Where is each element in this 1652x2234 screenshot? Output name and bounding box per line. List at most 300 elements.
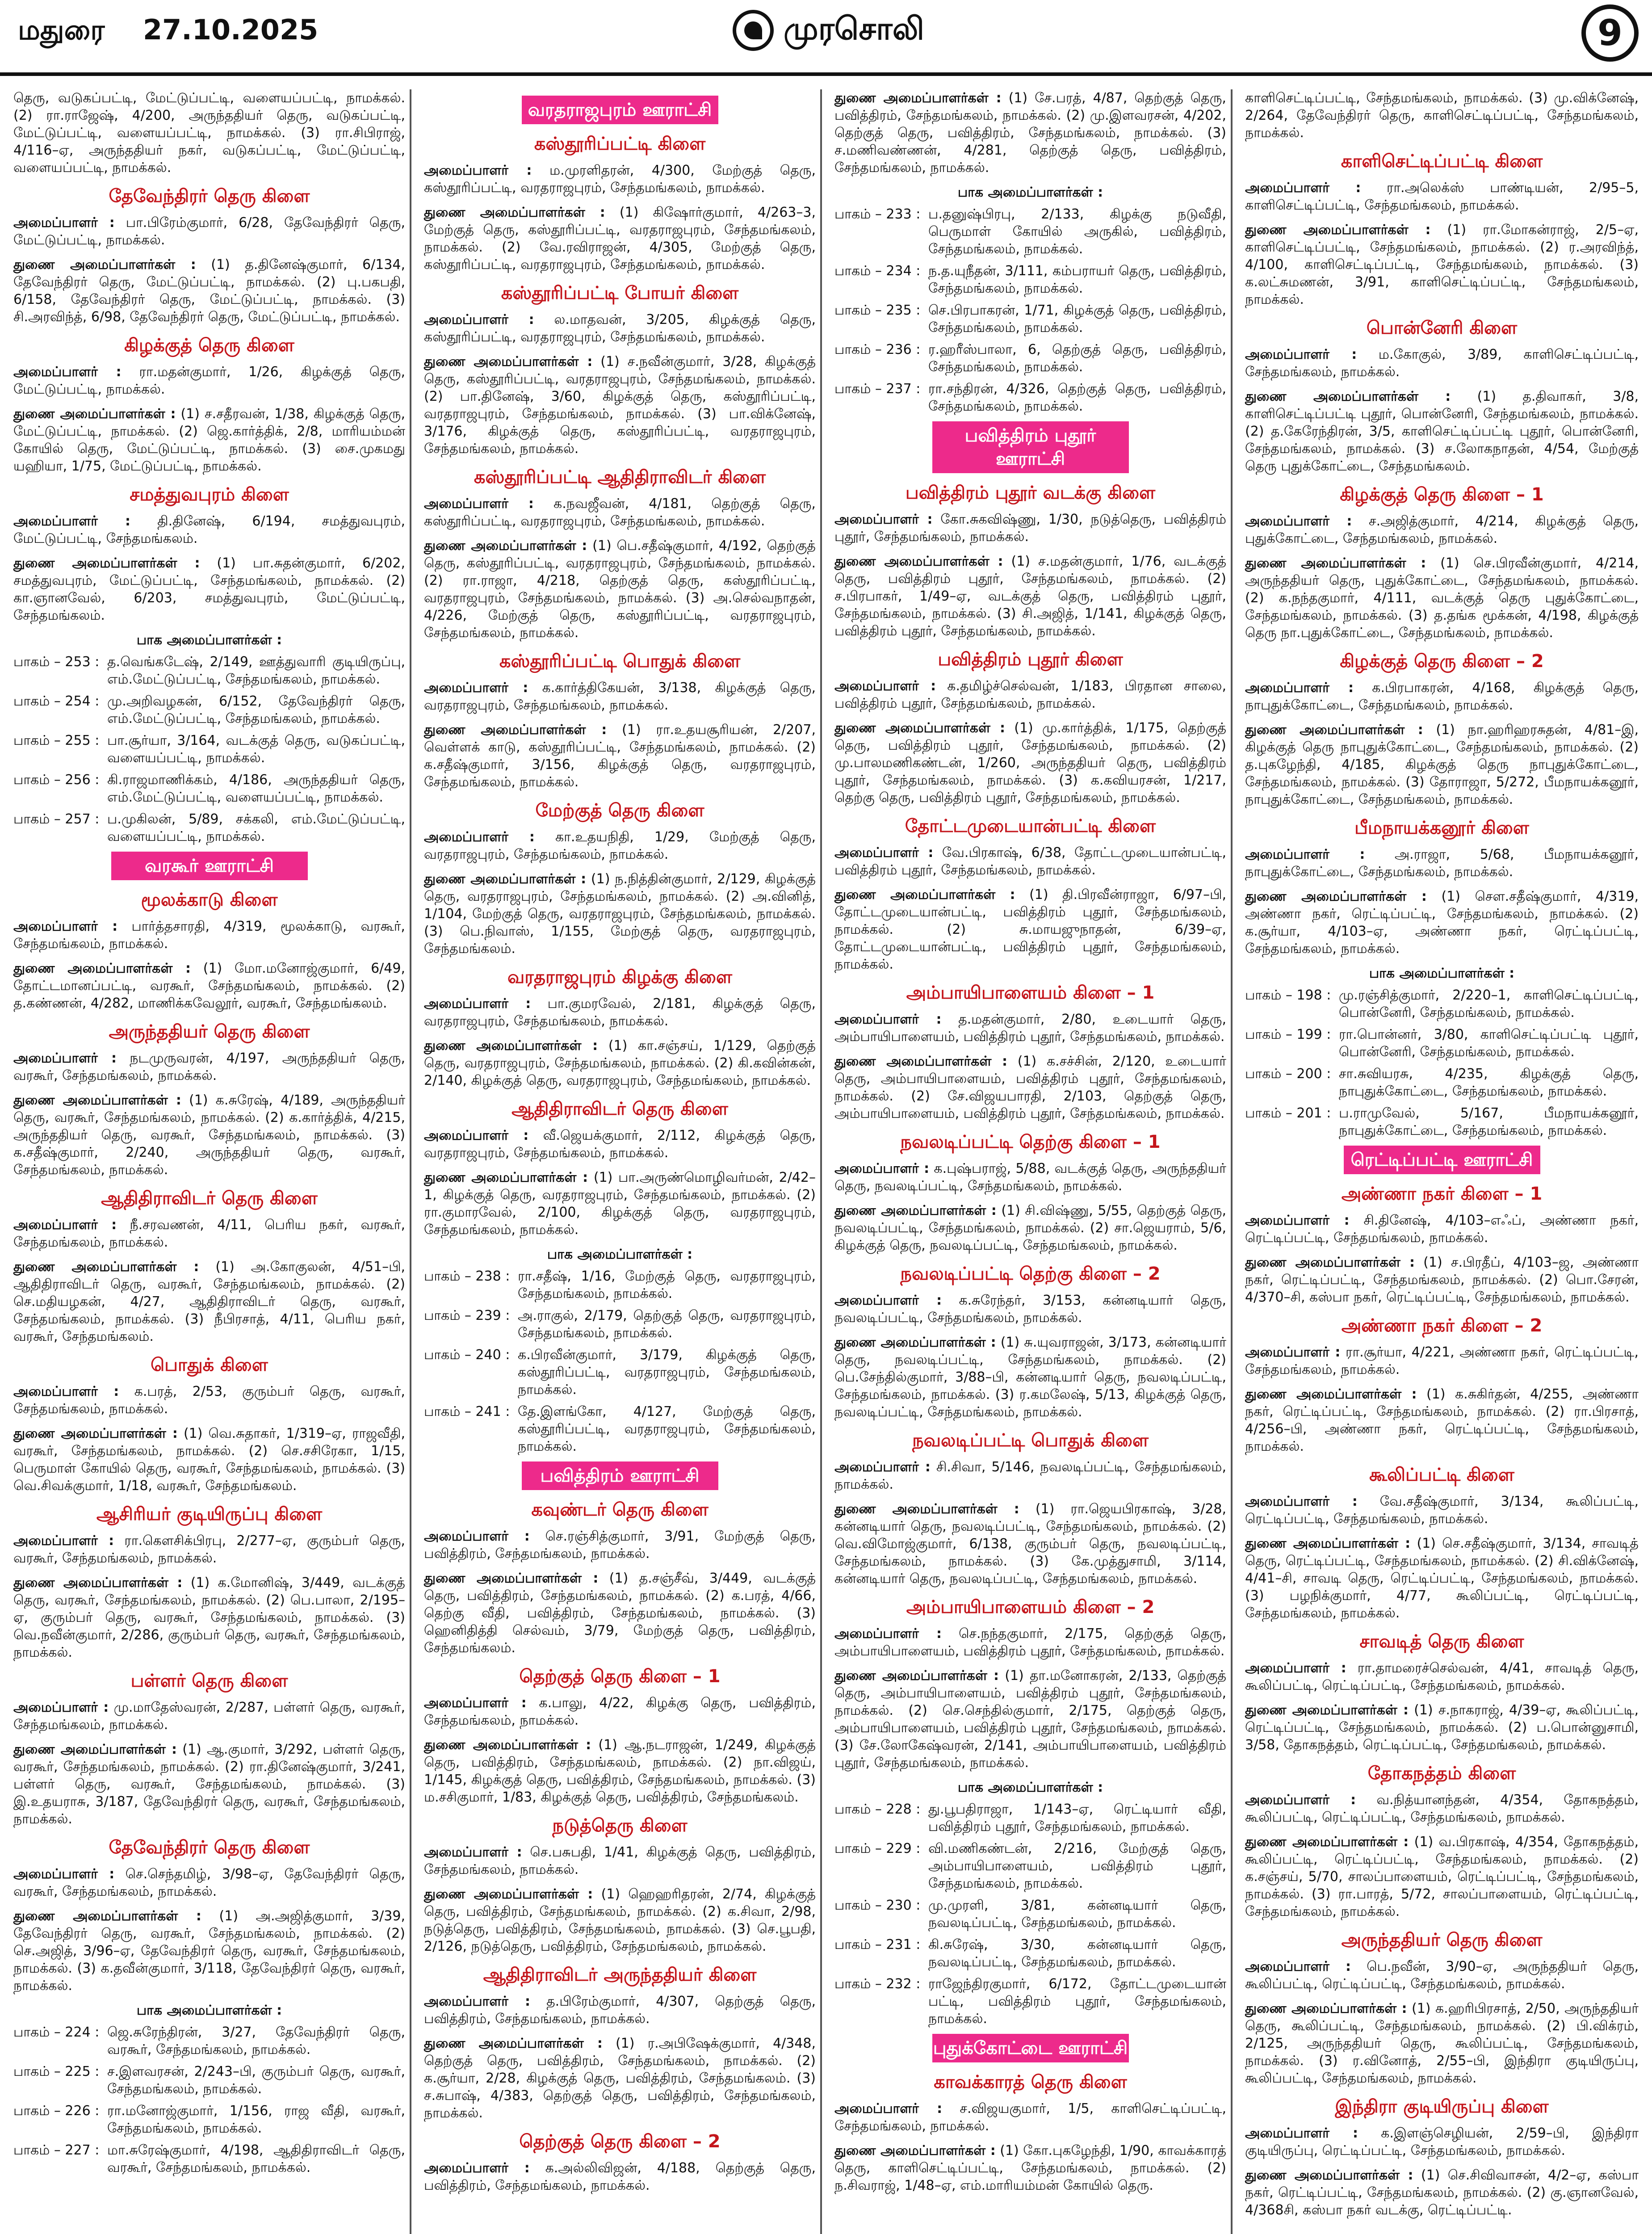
organiser-entry [13,1216,405,1251]
organiser-entry [834,844,1226,879]
booth-heading: பாக அமைப்பாளர்கள் : [547,1247,693,1262]
deputy-entry [1245,388,1639,475]
booth-number: பாகம் – 200 : [1245,1066,1331,1082]
organiser-label: அமைப்பாளர் : [1245,847,1365,862]
deputy-label: துணை அமைப்பாளர்கள் : [834,1054,1008,1069]
booth-row [424,1268,816,1302]
panchayat-band: புதுக்கோட்டை ஊராட்சி [932,2034,1129,2062]
booth-row [834,1936,1226,1971]
organiser-entry [424,679,816,714]
organiser-entry [1245,346,1639,381]
column-3 [830,89,1233,2234]
branch-title: கஸ்தூரிப்பட்டி போயர் கிளை [501,283,739,303]
deputy-entry [834,1500,1226,1587]
deputy-text: (1) கோ.புகழேந்தி, 1/90, காவக்காரத் தெரு, காளிசெட்டிப்பட்டி, சேந்தமங்கலம், நாமக்கல். (2) ந.சிவராஜ், 1/48–ஏ, எம்.மாரியம்மன் கோயில் தெரு. [834,2143,1226,2193]
branch-title: நவலடிப்பட்டி தெற்கு கிளை – 1 [900,1132,1161,1152]
deputy-entry [13,1574,405,1661]
continued-text: தெரு, வடுகப்பட்டி, மேட்டுப்பட்டி, வளையப்பட்டி, நாமக்கல். (2) ரா.ராஜேஷ், 4/200, அருந்ததியர் தெரு, வடுகப்பட்டி, மேட்டுப்பட்டி, வளையப்பட்டி, நாமக்கல். (3) ரா.சிபிராஜ், 4/116–ஏ, அருந்ததியர் நகர், வடுகப்பட்டி, மேட்டுப்பட்டி, வளையப்பட்டி, நாமக்கல். [13,90,405,176]
deputy-entry [424,2035,816,2122]
organiser-text: அ.ராஜா, 5/68, பீமநாயக்கனூர், நாபுதுக்கோட்டை, சேந்தமங்கலம், நாமக்கல். [1245,847,1639,880]
deputy-entry [13,1741,405,1828]
booth-number: பாகம் – 229 : [834,1841,921,1856]
organiser-text: ரா.அலெக்ஸ் பாண்டியன், 2/95–5, காளிசெட்டிப்பட்டி, சேந்தமங்கலம், நாமக்கல். [1245,180,1639,213]
organiser-label: அமைப்பாளர் : [13,1700,109,1715]
organiser-label: அமைப்பாளர் : [424,1844,522,1860]
panchayat-band: வரதராஜபுரம் ஊராட்சி [522,96,718,124]
booth-row [834,1975,1226,2028]
page-header [0,0,1652,76]
booth-row [13,693,405,727]
organiser-entry [424,1694,816,1729]
organiser-label: அமைப்பாளர் : [1245,1959,1351,1974]
booth-number: பாகம் – 226 : [13,2103,100,2119]
masthead-logo [733,10,924,51]
organiser-entry [1245,2125,1639,2159]
booth-row [834,262,1226,297]
deputy-text: (1) ந.நித்தின்குமார், 2/129, கிழக்குத் தெரு, வரதராஜபுரம், சேந்தமங்கலம், நாமக்கல். (2) அ.வினித், 1/104, மேற்குத் தெரு, வரதராஜபுரம், சேந்தமங்கலம், நாமக்கல். (3) பெ.நிவாஸ், 1/155, மேற்குத் தெரு, வரதராஜபுரம், சேந்தமங்கலம். [424,871,816,957]
deputy-text: (1) செ.சதீஷ்குமார், 3/134, சாவடித் தெரு, ரெட்டிப்பட்டி, சேந்தமங்கலம், நாமக்கல். (2) சி.விக்னேஷ், 4/41–சி, சாவடி தெரு, ரெட்டிப்பட்டி, சேந்தமங்கலம், நாமக்கல். (3) பழநிக்குமார், 4/77, கூலிப்பட்டி, ரெட்டிப்பட்டி, சேந்தமங்கலம், நாமக்கல். [1245,1536,1639,1621]
deputy-entry [1245,221,1639,308]
deputy-text: (1) ரா.ஜெயபிரகாஷ், 3/28, கன்னடியார் தெரு, நவலடிப்பட்டி, சேந்தமங்கலம், நாமக்கல். (2) வெ.விமோஜ்குமார், 6/138, குரும்பர் தெரு, நவலடிப்பட்டி, சேந்தமங்கலம், நாமக்கல். (3) கே.முத்துசாமி, 3/114, கன்னடியார் தெரு, நவலடிப்பட்டி, சேந்தமங்கலம், நாமக்கல். [834,1501,1226,1587]
deputy-text: (1) ஆ.குமார், 3/292, பள்ளர் தெரு, வரகூர், சேந்தமங்கலம், நாமக்கல். (2) ரா.தினேஷ்குமார், 3/241, பள்ளர் தெரு, வரகூர், சேந்தமங்கலம், நாமக்கல். (3) இ.உதயராசு, 3/187, தேவேந்திரர் தெரு, வரகூர், சேந்தமங்கலம், நாமக்கல். [13,1742,405,1827]
booth-row [13,2024,405,2058]
deputy-entry [834,89,1226,176]
organiser-text: க.நவஜீவன், 4/181, தெற்குத் தெரு, கஸ்தூரிப்பட்டி, வரதராஜபுரம், சேந்தமங்கலம், நாமக்கல். [424,496,816,529]
booth-heading: பாக அமைப்பாளர்கள் : [957,1780,1103,1795]
branch-title: நவலடிப்பட்டி பொதுக் கிளை [912,1430,1149,1451]
deputy-text: (1) ச.சதீரவன், 1/38, கிழக்குத் தெரு, மேட்டுப்பட்டி, நாமக்கல். (2) ஜெ.கார்த்திக், 2/8, மாரியம்மன் கோயில் தெரு, மேட்டுப்பட்டி, நாமக்கல். (3) சை.முகமது யஹியா, 1/75, மேட்டுப்பட்டி, நாமக்கல். [13,406,405,474]
organiser-entry [424,2159,816,2194]
organiser-text: ரா.சூர்யா, 4/221, அண்ணா நகர், ரெட்டிப்பட்டி, சேந்தமங்கலம், நாமக்கல். [1245,1344,1639,1377]
organiser-text: த.பிரேம்குமார், 4/307, தெற்குத் தெரு, பவித்திரம், சேந்தமங்கலம், நாமக்கல். [424,1994,816,2027]
booth-heading: பாக அமைப்பாளர்கள் : [136,2003,282,2018]
deputy-text: (1) ச.மதன்குமார், 1/76, வடக்குத் தெரு, பவித்திரம் புதூர், சேந்தமங்கலம், நாமக்கல். (2) ச.பிரபாகர், 1/49–ஏ, வடக்குத் தெரு, பவித்திரம் புதூர், சேந்தமங்கலம், நாமக்கல். (3) சி.அஜித், 1/141, கிழக்குத் தெரு, பவித்திரம் புதூர், சேந்தமங்கலம், நாமக்கல். [834,554,1226,639]
organiser-label: அமைப்பாளர் : [424,996,531,1012]
newspaper-name: முரசொலி [784,10,924,47]
organiser-text: க.பிரபாகரன், 4/168, கிழக்குத் தெரு, நாபுதுக்கோட்டை, சேந்தமங்கலம், நாமக்கல். [1245,680,1639,713]
organiser-text: ம.கோகுல், 3/89, காளிசெட்டிப்பட்டி, சேந்தமங்கலம், நாமக்கல். [1245,347,1639,380]
organiser-label: அமைப்பாளர் : [424,1695,527,1711]
organiser-text: சி.தினேஷ், 4/103–எஃப், அண்ணா நகர், ரெட்டிப்பட்டி, சேந்தமங்கலம், நாமக்கல். [1245,1213,1639,1246]
deputy-text: (1) க.சச்சின், 2/120, உடையார் தெரு, அம்பாயிபாளையம், பவித்திரம் புதூர், சேந்தமங்கலம், நாமக்கல். (2) சே.விஜயபாரதி, 2/103, தெற்குத் தெரு, அம்பாயிபாளையம், பவித்திரம் புதூர், சேந்தமங்கலம், நாமக்கல். [834,1054,1226,1121]
booth-row [834,302,1226,336]
organiser-text: வீ.ஜெயக்குமார், 2/112, கிழக்குத் தெரு, வரதராஜபுரம், சேந்தமங்கலம், நாமக்கல். [424,1128,816,1161]
deputy-entry [834,1053,1226,1122]
booth-row [834,1840,1226,1892]
deputy-text: (1) ச.பிரதீப், 4/103–ஜ, அண்ணா நகர், ரெட்டிப்பட்டி, சேந்தமங்கலம், நாமக்கல். (2) பொ.சேரன், 4/370–சி, கஸ்பா நகர், ரெட்டிப்பட்டி, சேந்தமங்கலம், நாமக்கல். [1245,1255,1639,1305]
deputy-text: (1) சே.பரத், 4/87, தெற்குத் தெரு, பவித்திரம், சேந்தமங்கலம், நாமக்கல். (2) மு.இளவரசன், 4/202, தெற்குத் தெரு, பவித்திரம், சேந்தமங்கலம், நாமக்கல். (3) ச.மணிவண்ணன், 4/281, தெற்குத் தெரு, பவித்திரம், சேந்தமங்கலம், நாமக்கல். [834,90,1226,176]
organiser-text: ல.மாதவன், 3/205, கிழக்குத் தெரு, கஸ்தூரிப்பட்டி, வரதராஜபுரம், சேந்தமங்கலம், நாமக்கல். [424,312,816,345]
deputy-label: துணை அமைப்பாளர்கள் : [13,1908,201,1924]
organiser-text: க.கார்த்திகேயன், 3/138, கிழக்குத் தெரு, வரதராஜபுரம், சேந்தமங்கலம், நாமக்கல். [424,680,816,713]
organiser-entry [13,1383,405,1418]
organiser-entry [424,1127,816,1162]
organiser-text: க.இளஞ்செழியன், 2/59–பி, இந்திரா குடியிருப்பு, ரெட்டிப்பட்டி, சேந்தமங்கலம், நாமக்கல். [1245,2125,1639,2158]
organiser-label: அமைப்பாளர் : [834,1293,942,1308]
booth-text: ஜெ.சுரேந்திரன், 3/27, தேவேந்திரர் தெரு, வரகூர், சேந்தமங்கலம், நாமக்கல். [107,2024,405,2058]
deputy-text: (1) த.தினேஷ்குமார், 6/134, தேவேந்திரர் தெரு, மேட்டுப்பட்டி, நாமக்கல். (2) பு.பகபதி, 6/158, தேவேந்திரர் தெரு, மேட்டுப்பட்டி, நாமக்கல். (3) சி.அரவிந்த், 6/98, தேவேந்திரர் தெரு, மேட்டுப்பட்டி, நாமக்கல். [13,257,405,325]
deputy-label: துணை அமைப்பாளர்கள் : [1245,2001,1407,2016]
branch-title: இந்திரா குடியிருப்பு கிளை [1335,2096,1549,2117]
branch-title: அண்ணா நகர் கிளை – 2 [1341,1315,1543,1336]
column-2 [419,89,822,2234]
organiser-label: அமைப்பாளர் : [1245,1344,1341,1360]
deputy-text: (1) ரா.மோகன்ராஜ், 2/5–ஏ, காளிசெட்டிப்பட்டி, சேந்தமங்கலம், நாமக்கல். (2) ர.அரவிந்த், 4/100, காளிசெட்டிப்பட்டி, சேந்தமங்கலம், நாமக்கல். (3) க.லட்சுமணன், 3/91, காளிசெட்டிப்பட்டி, சேந்தமங்கலம், நாமக்கல். [1245,222,1639,307]
branch-title: தெற்குத் தெரு கிளை – 1 [519,1666,721,1687]
deputy-entry [834,886,1226,973]
deputy-entry [13,554,405,624]
deputy-label: துணை அமைப்பாளர்கள் : [13,961,191,976]
organiser-label: அமைப்பாளர் : [834,1626,942,1642]
branch-title: கஸ்தூரிப்பட்டி பொதுக் கிளை [499,651,741,672]
branch-title: நடுத்தெரு கிளை [552,1815,688,1836]
branch-title: கிழக்குத் தெரு கிளை – 1 [1340,484,1544,505]
panchayat-band: ரெட்டிப்பட்டி ஊராட்சி [1344,1146,1540,1174]
organiser-text: பா.குமரவேல், 2/181, கிழக்குத் தெரு, வரதராஜபுரம், சேந்தமங்கலம், நாமக்கல். [424,996,816,1029]
deputy-text: (1) வ.பிரகாஷ், 4/354, தோகநத்தம், கூலிப்பட்டி, ரெட்டிப்பட்டி, சேந்தமங்கலம், நாமக்கல். (2) க.சஞ்சய், 5/70, சாலப்பாளையம், ரெட்டிப்பட்டி, சேந்தமங்கலம், நாமக்கல். (3) ரா.பாரத், 5/72, சாலப்பாளையம், ரெட்டிப்பட்டி, சேந்தமங்கலம், நாமக்கல். [1245,1834,1639,1919]
organiser-text: த.மதன்குமார், 2/80, உடையார் தெரு, அம்பாயிபாளையம், பவித்திரம் புதூர், சேந்தமங்கலம், நாமக்கல். [834,1012,1226,1045]
booth-row [13,2102,405,2137]
deputy-entry [13,1425,405,1495]
deputy-text: (1) தி.பிரவீன்ராஜா, 6/97–பி, தோட்டமுடையான்பட்டி, பவித்திரம் புதூர், சேந்தமங்கலம், நாமக்கல். (2) சு.மாயஜுநாதன், 6/39–ஏ, தோட்டமுடையான்பட்டி, பவித்திரம் புதூர், சேந்தமங்கலம், நாமக்கல். [834,887,1226,972]
booth-text: ந.த.யுநீதன், 3/111, கம்பராயர் தெரு, பவித்திரம், சேந்தமங்கலம், நாமக்கல். [928,263,1226,296]
deputy-entry [13,960,405,1012]
booth-number: பாகம் – 198 : [1245,987,1331,1003]
deputy-text: (1) ர.அபிஷேக்குமார், 4/348, தெற்குத் தெரு, பவித்திரம், சேந்தமங்கலம், நாமக்கல். (2) க.சூர்யா, 2/28, கிழக்குத் தெரு, பவித்திரம், சேந்தமங்கலம். (3) ச.சுபாஷ், 4/383, தெற்குத் தெரு, பவித்திரம், சேந்தமங்கலம், நாமக்கல். [424,2036,816,2121]
organiser-label: அமைப்பாளர் : [1245,1213,1350,1228]
organiser-text: மு.மாதேஸ்வரன், 2/287, பள்ளர் தெரு, வரகூர், சேந்தமங்கலம், நாமக்கல். [13,1700,405,1733]
deputy-text: (1) ரா.உதயசூரியன், 2/207, வெள்ளக் காடு, கஸ்தூரிப்பட்டி, சேந்தமங்கலம், நாமக்கல். (2) க.சதீஷ்குமார், 3/156, கிழக்குத் தெரு, வரதராஜபுரம், சேந்தமங்கலம், நாமக்கல். [424,722,816,790]
deputy-entry [1245,2167,1639,2219]
continued-text: காளிசெட்டிப்பட்டி, சேந்தமங்கலம், நாமக்கல். (3) மு.விக்னேஷ், 2/264, தேவேந்திரர் தெரு, காளிசெட்டிப்பட்டி, சேந்தமங்கலம், நாமக்கல். [1245,90,1639,141]
branch-title: கிழக்குத் தெரு கிளை [124,335,294,356]
deputy-text: (1) பா.அருண்மொழிவர்மன், 2/42–1, கிழக்குத் தெரு, வரதராஜபுரம், சேந்தமங்கலம், நாமக்கல். (2) ரா.குமாரவேல், 2/100, கிழக்குத் தெரு, வரதராஜபுரம், சேந்தமங்கலம், நாமக்கல். [424,1170,816,1238]
deputy-label: துணை அமைப்பாளர்கள் : [1245,1386,1417,1402]
organiser-text: கோ.சுகவிஷ்ணு, 1/30, நடுத்தெரு, பவித்திரம் புதூர், சேந்தமங்கலம், நாமக்கல். [834,512,1226,545]
organiser-entry [1245,1212,1639,1247]
panchayat-band: பவித்திரம் ஊராட்சி [522,1461,718,1490]
deputy-label: துணை அமைப்பாளர்கள் : [1245,1834,1409,1850]
organiser-label: அமைப்பாளர் : [834,512,933,527]
booth-row [834,1801,1226,1835]
deputy-label: துணை அமைப்பாளர்கள் : [834,1501,1019,1517]
deputy-text: (1) செ.பிரவீன்குமார், 4/214, அருந்ததியர் தெரு, புதுக்கோட்டை, சேந்தமங்கலம், நாமக்கல். (2) க.நந்தகுமார், 4/111, வடக்குத் தெரு புதுக்கோட்டை, சேந்தமங்கலம், நாமக்கல். (3) த.தங்க மூக்கன், 4/198, கிழக்குத் தெரு நா.புதுக்கோட்டை, சேந்தமங்கலம், நாமக்கல். [1245,555,1639,641]
deputy-label: துணை அமைப்பாளர்கள் : [1245,1536,1411,1551]
organiser-text: செ.பசுபதி, 1/41, கிழக்குத் தெரு, பவித்திரம், சேந்தமங்கலம், நாமக்கல். [424,1844,816,1877]
booth-row [424,1346,816,1398]
booth-row [13,653,405,688]
organiser-entry [13,363,405,398]
organiser-label: அமைப்பாளர் : [424,496,534,512]
organiser-entry [834,1625,1226,1660]
branch-title: காவக்காரத் தெரு கிளை [934,2072,1127,2092]
deputy-label: துணை அமைப்பாளர்கள் : [1245,555,1426,571]
organiser-entry [834,2100,1226,2135]
branch-title: தேவேந்திரர் தெரு கிளை [109,1837,310,1858]
deputy-label: துணை அமைப்பாளர்கள் : [424,205,605,220]
organiser-label: அமைப்பாளர் : [834,1012,942,1027]
booth-row [13,771,405,806]
deputy-text: (1) செ.சிவிவாசன், 4/2–ஏ, கஸ்பா நகர், ரெட்டிப்பட்டி, சேந்தமங்கலம், நாமக்கல். (2) கு.ஞானவேல், 4/368சி, கஸ்பா நகர் வடக்கு, ரெட்டிப்பட்டி. [1245,2167,1639,2218]
booth-row [834,206,1226,258]
booth-number: பாகம் – 231 : [834,1937,921,1953]
organiser-entry [1245,512,1639,547]
branch-title: கவுண்டர் தெரு கிளை [531,1499,709,1520]
booth-number: பாகம் – 234 : [834,263,921,279]
deputy-text: (1) க.ஹரிபிரசாத், 2/50, அருந்ததியர் தெரு, கூலிப்பட்டி, சேந்தமங்கலம், நாமக்கல். (2) பி.விக்ரம், 2/125, அருந்ததியர் தெரு, கூலிப்பட்டி, சேந்தமங்கலம், நாமக்கல். (3) ர.வினோத், 2/55–பி, இந்திரா குடியிருப்பு, கூலிப்பட்டி, சேந்தமங்கலம், நாமக்கல். [1245,2001,1639,2086]
deputy-label: துணை அமைப்பாளர்கள் : [13,1092,181,1108]
deputy-label: துணை அமைப்பாளர்கள் : [13,1575,183,1591]
deputy-entry [1245,2000,1639,2087]
booth-row [1245,1104,1639,1139]
branch-title: ஆதிதிராவிடர் தெரு கிளை [512,1099,728,1119]
deputy-entry [424,721,816,791]
deputy-entry [834,1334,1226,1421]
booth-text: செ.பிரபாகரன், 1/71, கிழக்குத் தெரு, பவித்திரம், சேந்தமங்கலம், நாமக்கல். [928,302,1226,336]
deputy-entry [1245,1386,1639,1455]
deputy-text: (1) ஆ.நடராஜன், 1/249, கிழக்குத் தெரு, பவித்திரம், சேந்தமங்கலம், நாமக்கல். (2) நா.விஜய், 1/145, கிழக்குத் தெரு, பவித்திரம், சேந்தமங்கலம், நாமக்கல். (3) ம.சசிகுமார், 1/83, கிழக்குத் தெரு, பவித்திரம், சேந்தமங்கலம். [424,1737,816,1805]
booth-number: பாகம் – 236 : [834,342,921,357]
organiser-entry [13,1865,405,1900]
deputy-label: துணை அமைப்பாளர்கள் : [834,554,1003,569]
column-4 [1241,89,1643,2234]
branch-title: தெற்குத் தெரு கிளை – 2 [519,2131,721,2152]
deputy-text: (1) கா.சஞ்சய், 1/129, தெற்குத் தெரு, வரதராஜபுரம், சேந்தமங்கலம், நாமக்கல். (2) கி.கவின்கன், 2/140, கிழக்குத் தெரு, வரதராஜபுரம், சேந்தமங்கலம், நாமக்கல். [424,1038,816,1088]
booth-row [424,1307,816,1342]
branch-title: கஸ்தூரிப்பட்டி கிளை [534,134,706,154]
organiser-label: அமைப்பாளர் : [13,513,130,529]
deputy-label: துணை அமைப்பாளர்கள் : [13,406,176,422]
booth-text: பா.சூர்யா, 3/164, வடக்குத் தெரு, வடுகப்பட்டி, வளையப்பட்டி, நாமக்கல். [107,733,405,766]
organiser-label: அமைப்பாளர் : [424,312,534,328]
deputy-text: (1) அ.அஜித்குமார், 3/39, தேவேந்திரர் தெரு, வரகூர், சேந்தமங்கலம், நாமக்கல். (2) செ.அஜித், 3/96–ஏ, தேவேந்திரர் தெரு, வரகூர், சேந்தமங்கலம், நாமக்கல். (3) க.தவீன்குமார், 3/118, தேவேந்திரர் தெரு, வரகூர், நாமக்கல். [13,1908,405,1994]
booth-row [1245,987,1639,1021]
organiser-label: அமைப்பாளர் : [1245,1494,1358,1509]
organiser-text: ச.விஜயகுமார், 1/5, காளிசெட்டிப்பட்டி, சேந்தமங்கலம், நாமக்கல். [834,2101,1226,2134]
organiser-entry [1245,679,1639,714]
deputy-entry [424,1169,816,1239]
branch-title: தேவேந்திரர் தெரு கிளை [109,186,310,206]
booth-heading: பாக அமைப்பாளர்கள் : [136,632,282,648]
deputy-entry [424,870,816,957]
booth-number: பாகம் – 199 : [1245,1027,1331,1042]
organiser-entry [424,995,816,1030]
deputy-entry [834,719,1226,806]
organiser-text: ரா.மதன்குமார், 1/26, கிழக்குத் தெரு, மேட்டுப்பட்டி, நாமக்கல். [13,364,405,397]
booth-text: ச.இளவரசன், 2/243–பி, குரும்பர் தெரு, வரகூர், சேந்தமங்கலம், நாமக்கல். [107,2064,405,2097]
deputy-text: (1) சு.யுவராஜன், 3/173, கன்னடியார் தெரு, நவலடிப்பட்டி, சேந்தமங்கலம், நாமக்கல். (2) பெ.சேந்தில்குமார், 3/88–பி, கன்னடியார் தெரு, நவலடிப்பட்டி, சேந்தமங்கலம், நாமக்கல். (3) ர.கமலேஷ், 5/13, கிழக்குத் தெரு, நவலடிப்பட்டி, சேந்தமங்கலம், நாமக்கல். [834,1335,1226,1420]
branch-title: கூலிப்பட்டி கிளை [1369,1465,1514,1485]
deputy-label: துணை அமைப்பாளர்கள் : [834,1668,999,1684]
branch-title: அருந்ததியர் தெரு கிளை [1341,1930,1543,1950]
deputy-entry [834,1202,1226,1254]
organiser-entry [1245,1493,1639,1528]
deputy-label: துணை அமைப்பாளர்கள் : [424,2036,603,2051]
organiser-label: அமைப்பாளர் : [1245,513,1352,529]
deputy-label: துணை அமைப்பாளர்கள் : [834,720,1006,736]
organiser-text: க.பரத், 2/53, குரும்பர் தெரு, வரகூர், சேந்தமங்கலம், நாமக்கல். [13,1384,405,1417]
organiser-entry [834,677,1226,712]
deputy-label: துணை அமைப்பாளர்கள் : [424,1038,598,1054]
booth-number: பாகம் – 241 : [424,1404,510,1419]
deputy-entry [424,537,816,642]
organiser-label: அமைப்பாளர் : [1245,680,1354,696]
organiser-label: அமைப்பாளர் : [424,680,528,696]
organiser-entry [13,1699,405,1734]
organiser-entry [1245,1958,1639,1993]
deputy-label: துணை அமைப்பாளர்கள் : [13,1426,178,1441]
rising-sun-emblem-icon [733,10,774,51]
branch-title: ஆதிதிராவிடர் அருந்ததியர் கிளை [483,1965,757,1985]
deputy-text: (1) மு.கார்த்திக், 1/175, தெற்குத் தெரு, பவித்திரம் புதூர், சேந்தமங்கலம், நாமக்கல். (2) மு.பாலமணிகண்டன், 1/260, அருந்ததியர் தெரு, பவித்திரம் புதூர், சேந்தமங்கலம், நாமக்கல். (3) க.கவியரசன், 1/217, தெற்கு தெரு, பவித்திரம் புதூர், சேந்தமங்கலம், நாமக்கல். [834,720,1226,806]
organiser-label: அமைப்பாளர் : [834,845,934,861]
deputy-text: (1) மோ.மனோஜ்குமார், 6/49, தோட்டமானப்பட்டி, வரகூர், சேந்தமங்கலம், நாமக்கல். (2) த.கண்ணன், 4/282, மாணிக்கவேலூர், வரகூர், சேந்தமங்கலம். [13,961,405,1011]
booth-row [834,341,1226,376]
organiser-entry [834,1292,1226,1327]
organiser-text: ரா.கௌசிக்பிரபு, 2/277–ஏ, குரும்பர் தெரு, வரகூர், சேந்தமங்கலம், நாமக்கல். [13,1533,405,1566]
branch-title: அருந்ததியர் தெரு கிளை [109,1021,310,1042]
organiser-text: க.தமிழ்ச்செல்வன், 1/183, பிரதான சாலை, பவித்திரம் புதூர், சேந்தமங்கலம், நாமக்கல். [834,678,1226,711]
deputy-text: (1) கிஷோர்குமார், 4/263–3, மேற்குத் தெரு, கஸ்தூரிப்பட்டி, வரதராஜபுரம், சேந்தமங்கலம், நாமக்கல். (2) வே.ரவிராஜன், 4/305, மேற்குத் தெரு, கஸ்தூரிப்பட்டி, வரதராஜபுரம், சேந்தமங்கலம், நாமக்கல். [424,205,816,273]
booth-number: பாகம் – 230 : [834,1898,921,1913]
organiser-label: அமைப்பாளர் : [834,2101,943,2116]
deputy-text: (1) பா.சுதன்குமார், 6/202, சமத்துவபுரம், மேட்டுப்பட்டி, சேந்தமங்கலம், நாமக்கல். (2) கா.ஞானவேல், 6/203, சமத்துவபுரம், மேட்டுப்பட்டி, சேந்தமங்கலம். [13,555,405,623]
booth-number: பாகம் – 227 : [13,2142,100,2158]
deputy-label: துணை அமைப்பாளர்கள் : [1245,722,1423,738]
page-number: 9 [1581,4,1639,62]
deputy-label: துணை அமைப்பாளர்கள் : [1245,222,1431,238]
organiser-label: அமைப்பாளர் : [13,1384,119,1399]
branch-title: ஆதிதிராவிடர் தெரு கிளை [101,1188,318,1209]
deputy-entry [1245,1701,1639,1754]
booth-row [1245,1065,1639,1100]
panchayat-band: பவித்திரம் புதூர் ஊராட்சி [932,421,1129,473]
deputy-label: துணை அமைப்பாளர்கள் : [834,2143,996,2158]
organiser-entry [424,162,816,197]
edition-city: மதுரை [18,13,105,46]
branch-title: பவித்திரம் புதூர் வடக்கு கிளை [905,483,1156,503]
deputy-label: துணை அமைப்பாளர்கள் : [834,90,1002,106]
article-columns [9,89,1643,2234]
booth-number: பாகம் – 237 : [834,381,921,397]
deputy-entry [13,1907,405,1995]
organiser-label: அமைப்பாளர் : [424,1128,529,1143]
booth-text: மு.அறிவழகன், 6/152, தேவேந்திரர் தெரு, எம்.மேட்டுப்பட்டி, சேந்தமங்கலம், நாமக்கல். [107,693,405,726]
deputy-entry [1245,1535,1639,1622]
deputy-text: (1) சௌ.சதீஷ்குமார், 4/319, அண்ணா நகர், ரெட்டிப்பட்டி, சேந்தமங்கலம், நாமக்கல். (2) க.சூர்யா, 4/103–ஏ, அண்ணா நகர், ரெட்டிப்பட்டி, சேந்தமங்கலம், நாமக்கல். [1245,889,1639,957]
branch-title: காளிசெட்டிப்பட்டி கிளை [1341,151,1543,172]
booth-text: த.வெங்கடேஷ், 2/149, ஊத்துவாரி குடியிருப்பு, எம்.மேட்டுப்பட்டி, சேந்தமங்கலம், நாமக்கல். [107,654,405,687]
branch-title: அம்பாயிபாளையம் கிளை – 2 [906,1597,1155,1617]
deputy-text: (1) சி.விஷ்ணு, 5/55, தெற்குத் தெரு, நவலடிப்பட்டி, சேந்தமங்கலம், நாமக்கல். (2) சா.ஜெயராம், 5/6, கிழக்குத் தெரு, நவலடிப்பட்டி, சேந்தமங்கலம், நாமக்கல். [834,1203,1226,1253]
deputy-text: (1) ச.நவீன்குமார், 3/28, கிழக்குத் தெரு, கஸ்தூரிப்பட்டி, வரதராஜபுரம், சேந்தமங்கலம், நாமக்கல். (2) பா.தினேஷ், 3/60, கிழக்குத் தெரு, கஸ்தூரிப்பட்டி, வரதராஜபுரம், சேந்தமங்கலம், நாமக்கல். (3) பா.விக்னேஷ், 3/176, கிழக்குத் தெரு, கஸ்தூரிப்பட்டி, வரதராஜபுரம், சேந்தமங்கலம், நாமக்கல். [424,354,816,457]
booth-row [13,810,405,845]
booth-row [1245,1026,1639,1061]
deputy-text: (1) அ.கோகுலன், 4/51–பி, ஆதிதிராவிடர் தெரு, வரகூர், சேந்தமங்கலம், நாமக்கல். (2) செ.மதியழகன், 4/27, ஆதிதிராவிடர் தெரு, வரகூர், சேந்தமங்கலம், நாமக்கல். (3) நீபிரசாத், 4/11, பெரிய நகர், வரகூர், சேந்தமங்கலம். [13,1259,405,1344]
organiser-label: அமைப்பாளர் : [13,215,115,231]
organiser-label: அமைப்பாளர் : [834,1161,930,1176]
organiser-entry [13,214,405,249]
organiser-entry [424,1528,816,1562]
deputy-label: துணை அமைப்பாளர்கள் : [1245,889,1427,904]
organiser-label: அமைப்பாளர் : [1245,1660,1346,1676]
deputy-entry [424,1037,816,1089]
booth-text: ரா.சந்திரன், 4/326, தெற்குத் தெரு, பவித்திரம், சேந்தமங்கலம், நாமக்கல். [928,381,1226,414]
booth-text: வி.மணிகண்டன், 2/216, மேற்குத் தெரு, அம்பாயிபாளையம், பவித்திரம் புதூர், சேந்தமங்கலம், நாமக்கல். [928,1841,1226,1891]
deputy-label: துணை அமைப்பாளர்கள் : [834,1203,997,1218]
deputy-text: (1) வெ.சுதாகர், 1/319–ஏ, ராஜவீதி, வரகூர், சேந்தமங்கலம், நாமக்கல். (2) செ.சசிரேகா, 1/15, பெருமாள் கோயில் தெரு, வரகூர், சேந்தமங்கலம், நாமக்கல். (3) வெ.சிவக்குமார், 1/18, வரகூர், சேந்தமங்கலம். [13,1426,405,1494]
branch-title: பள்ளர் தெரு கிளை [130,1671,288,1691]
deputy-label: துணை அமைப்பாளர்கள் : [424,722,607,738]
deputy-entry [424,1885,816,1955]
deputy-label: துணை அமைப்பாளர்கள் : [424,354,593,370]
booth-row [834,380,1226,415]
organiser-text: செ.செந்தமிழ், 3/98–ஏ, தேவேந்திரர் தெரு, வரகூர், சேந்தமங்கலம், நாமக்கல். [13,1866,405,1899]
deputy-entry [13,1258,405,1345]
organiser-label: அமைப்பாளர் : [1245,180,1361,196]
deputy-label: துணை அமைப்பாளர்கள் : [1245,1255,1415,1270]
organiser-entry [1245,179,1639,214]
booth-text: கி.சுரேஷ், 3/30, கன்னடியார் தெரு, நவலடிப்பட்டி, சேந்தமங்கலம், நாமக்கல். [928,1937,1226,1970]
booth-number: பாகம் – 225 : [13,2064,100,2079]
booth-number: பாகம் – 233 : [834,206,921,222]
organiser-label: அமைப்பாளர் : [424,2160,530,2176]
branch-title: வரதராஜபுரம் கிழக்கு கிளை [507,967,732,987]
booth-number: பாகம் – 239 : [424,1308,510,1323]
branch-title: பொதுக் கிளை [151,1355,268,1375]
branch-title: கிழக்குத் தெரு கிளை – 2 [1340,651,1544,672]
booth-text: சா.சுவியரசு, 4/235, கிழக்குத் தெரு, நாபுதுக்கோட்டை, சேந்தமங்கலம், நாமக்கல். [1339,1066,1639,1099]
booth-row [13,2063,405,2098]
organiser-label: அமைப்பாளர் : [1245,347,1357,362]
organiser-text: பா.பிரேம்குமார், 6/28, தேவேந்திரர் தெரு, மேட்டுப்பட்டி, நாமக்கல். [13,215,405,248]
deputy-label: துணை அமைப்பாளர்கள் : [424,1170,588,1185]
booth-text: க.பிரவீன்குமார், 3/179, கிழக்குத் தெரு, கஸ்தூரிப்பட்டி, வரதராஜபுரம், சேந்தமங்கலம், நாமக்கல். [518,1347,816,1398]
deputy-entry [1245,721,1639,808]
branch-title: பொன்னேரி கிளை [1366,318,1518,338]
organiser-text: செ.நந்தகுமார், 2/175, தெற்குத் தெரு, அம்பாயிபாளையம், பவித்திரம் புதூர், சேந்தமங்கலம், நாமக்கல். [834,1626,1226,1659]
booth-number: பாகம் – 240 : [424,1347,510,1363]
deputy-label: துணை அமைப்பாளர்கள் : [13,257,196,273]
organiser-text: தி.தினேஷ், 6/194, சமத்துவபுரம், மேட்டுப்பட்டி, சேந்தமங்கலம். [13,513,405,546]
organiser-entry [834,1011,1226,1046]
deputy-text: (1) க.மோனிஷ், 3/449, வடக்குத் தெரு, வரகூர், சேந்தமங்கலம், நாமக்கல். (2) பெ.பாலா, 2/195–ஏ, குரும்பர் தெரு, வரகூர், சேந்தமங்கலம், நாமக்கல். (3) வெ.நவீன்குமார், 2/286, குரும்பர் தெரு, வரகூர், சேந்தமங்கலம், நாமக்கல். [13,1575,405,1660]
booth-heading: பாக அமைப்பாளர்கள் : [1369,966,1515,981]
booth-number: பாகம் – 257 : [13,811,100,827]
booth-number: பாகம் – 254 : [13,693,100,709]
deputy-entry [834,2142,1226,2194]
branch-title: பவித்திரம் புதூர் கிளை [938,649,1123,670]
booth-text: ப.தனுஷ்பிரபு, 2/133, கிழக்கு நடுவீதி, பெருமாள் கோயில் அருகில், பவித்திரம், சேந்தமங்கலம், நாமக்கல். [928,206,1226,257]
organiser-entry [834,1458,1226,1493]
branch-title: அம்பாயிபாளையம் கிளை – 1 [906,983,1155,1003]
deputy-entry [1245,1833,1639,1920]
organiser-text: பெ.நவீன், 3/90–ஏ, அருந்ததியர் தெரு, கூலிப்பட்டி, ரெட்டிப்பட்டி, சேந்தமங்கலம், நாமக்கல். [1245,1959,1639,1992]
organiser-text: க.புஷ்பராஜ், 5/88, வடக்குத் தெரு, அருந்ததியர் தெரு, நவலடிப்பட்டி, சேந்தமங்கலம், நாமக்கல். [834,1161,1226,1194]
booth-text: ரா.சதீஷ், 1/16, மேற்குத் தெரு, வரதராஜபுரம், சேந்தமங்கலம், நாமக்கல். [518,1268,816,1302]
organiser-text: ரா.தாமரைச்செல்வன், 4/41, சாவடித் தெரு, கூலிப்பட்டி, ரெட்டிப்பட்டி, சேந்தமங்கலம், நாமக்கல். [1245,1660,1639,1693]
organiser-entry [1245,1791,1639,1826]
deputy-entry [1245,1254,1639,1306]
branch-title: கஸ்தூரிப்பட்டி ஆதிதிராவிடர் கிளை [474,467,766,487]
organiser-entry [424,311,816,346]
deputy-label: துணை அமைப்பாளர்கள் : [13,555,200,571]
deputy-entry [424,1570,816,1657]
panchayat-band: வரகூர் ஊராட்சி [111,852,308,880]
booth-row [13,2142,405,2176]
organiser-text: வ.நித்யானந்தன், 4/354, தோகநத்தம், கூலிப்பட்டி, ரெட்டிப்பட்டி, சேந்தமங்கலம், நாமக்கல். [1245,1792,1639,1825]
deputy-text: (1) க.சுகிர்தன், 4/255, அண்ணா நகர், ரெட்டிப்பட்டி, சேந்தமங்கலம், நாமக்கல். (2) ரா.பிரசாத், 4/256–பி, அண்ணா நகர், ரெட்டிப்பட்டி, சேந்தமங்கலம், நாமக்கல். [1245,1386,1639,1454]
